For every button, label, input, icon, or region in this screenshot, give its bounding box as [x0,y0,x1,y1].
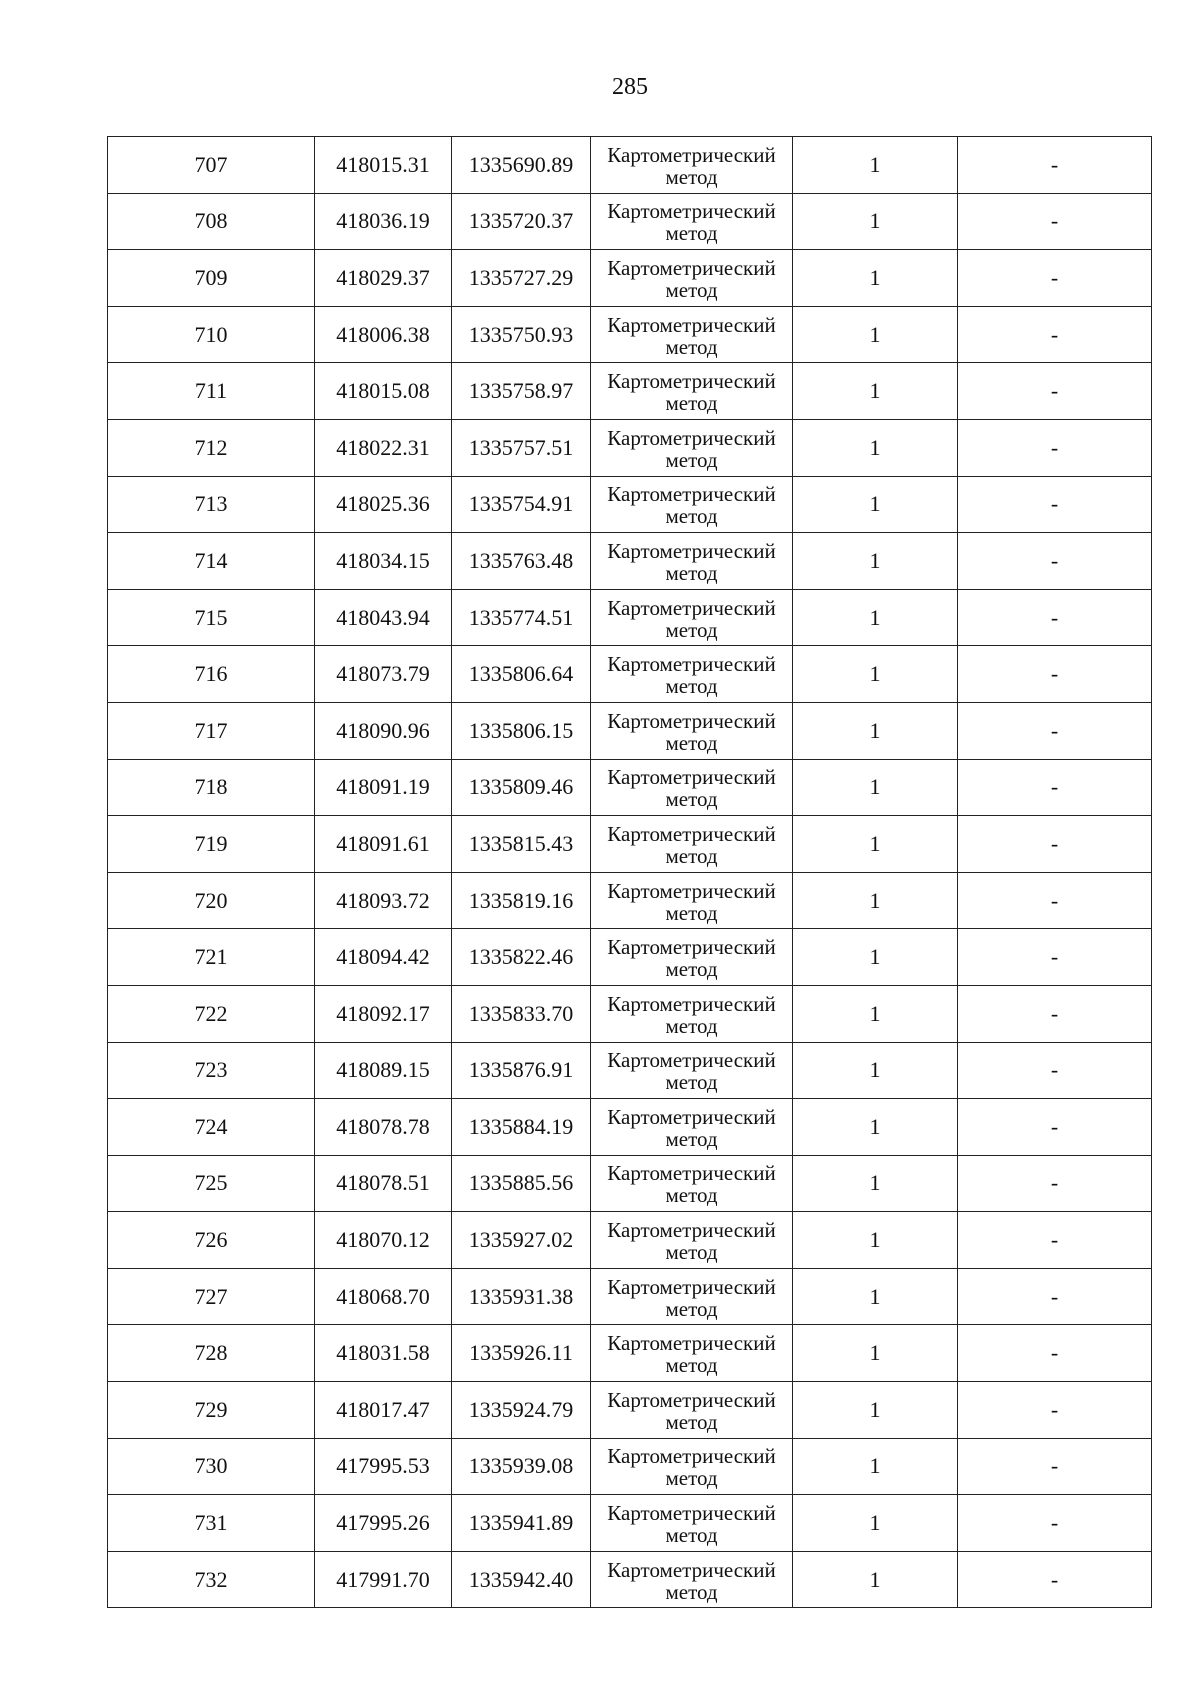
x-coordinate-cell: 417995.53 [315,1438,452,1495]
method-label-line1: Картометрический [607,312,776,337]
note-cell: - [958,533,1152,590]
method-label-line1: Картометрический [607,482,776,507]
point-number-cell: 712 [108,419,315,476]
point-number-cell: 720 [108,872,315,929]
point-number-cell: 707 [108,137,315,194]
note-cell: - [958,1551,1152,1608]
y-coordinate-cell: 1335876.91 [452,1042,591,1099]
method-label-line1: Картометрический [607,935,776,960]
note-cell: - [958,476,1152,533]
y-coordinate-cell: 1335939.08 [452,1438,591,1495]
method-label-line1: Картометрический [607,1444,776,1469]
point-number-cell: 726 [108,1212,315,1269]
table-row [108,702,1152,759]
accuracy-cell: 1 [793,306,958,363]
point-number-cell: 719 [108,816,315,873]
table-row [108,985,1152,1042]
method-cell [591,533,793,590]
table-row [108,816,1152,873]
method-cell [591,1325,793,1382]
note-cell: - [958,985,1152,1042]
method-label-line2: метод [665,334,718,359]
x-coordinate-cell: 418006.38 [315,306,452,363]
method-label-line2: метод [665,1353,718,1378]
x-coordinate-cell: 418022.31 [315,419,452,476]
table-row [108,250,1152,307]
note-cell: - [958,1438,1152,1495]
note-cell: - [958,816,1152,873]
table-row [108,589,1152,646]
table-row [108,137,1152,194]
method-cell [591,816,793,873]
table-row [108,1382,1152,1439]
accuracy-cell: 1 [793,1042,958,1099]
note-cell: - [958,137,1152,194]
accuracy-cell: 1 [793,1268,958,1325]
note-cell: - [958,872,1152,929]
table-row [108,193,1152,250]
point-number-cell: 727 [108,1268,315,1325]
method-cell [591,1042,793,1099]
note-cell: - [958,1042,1152,1099]
table-row [108,1155,1152,1212]
method-cell [591,137,793,194]
table-row [108,1438,1152,1495]
accuracy-cell: 1 [793,1495,958,1552]
x-coordinate-cell: 418073.79 [315,646,452,703]
method-label-line1: Картометрический [607,595,776,620]
note-cell: - [958,702,1152,759]
point-number-cell: 725 [108,1155,315,1212]
point-number-cell: 713 [108,476,315,533]
note-cell: - [958,250,1152,307]
y-coordinate-cell: 1335727.29 [452,250,591,307]
note-cell: - [958,193,1152,250]
y-coordinate-cell: 1335833.70 [452,985,591,1042]
y-coordinate-cell: 1335809.46 [452,759,591,816]
y-coordinate-cell: 1335758.97 [452,363,591,420]
y-coordinate-cell: 1335822.46 [452,929,591,986]
x-coordinate-cell: 418034.15 [315,533,452,590]
y-coordinate-cell: 1335885.56 [452,1155,591,1212]
accuracy-cell: 1 [793,1551,958,1608]
y-coordinate-cell: 1335926.11 [452,1325,591,1382]
method-label-line1: Картометрический [607,652,776,677]
method-cell [591,929,793,986]
method-label-line1: Картометрический [607,1557,776,1582]
table-row [108,1212,1152,1269]
method-label-line2: метод [665,787,718,812]
accuracy-cell: 1 [793,646,958,703]
method-label-line1: Картометрический [607,142,776,167]
method-label-line1: Картометрический [607,878,776,903]
method-cell [591,1099,793,1156]
table-row [108,1099,1152,1156]
method-cell [591,1155,793,1212]
table-row [108,533,1152,590]
point-number-cell: 728 [108,1325,315,1382]
note-cell: - [958,589,1152,646]
method-label-line1: Картометрический [607,199,776,224]
y-coordinate-cell: 1335720.37 [452,193,591,250]
method-cell [591,476,793,533]
accuracy-cell: 1 [793,929,958,986]
y-coordinate-cell: 1335806.15 [452,702,591,759]
method-cell [591,1382,793,1439]
point-number-cell: 722 [108,985,315,1042]
x-coordinate-cell: 418078.78 [315,1099,452,1156]
method-cell [591,1268,793,1325]
point-number-cell: 724 [108,1099,315,1156]
x-coordinate-cell: 418090.96 [315,702,452,759]
accuracy-cell: 1 [793,816,958,873]
y-coordinate-cell: 1335942.40 [452,1551,591,1608]
method-label-line1: Картометрический [607,1048,776,1073]
accuracy-cell: 1 [793,250,958,307]
note-cell: - [958,1382,1152,1439]
method-cell [591,363,793,420]
y-coordinate-cell: 1335931.38 [452,1268,591,1325]
method-label-line2: метод [665,164,718,189]
method-cell [591,306,793,363]
point-number-cell: 723 [108,1042,315,1099]
point-number-cell: 710 [108,306,315,363]
method-cell [591,1551,793,1608]
y-coordinate-cell: 1335750.93 [452,306,591,363]
x-coordinate-cell: 418078.51 [315,1155,452,1212]
accuracy-cell: 1 [793,137,958,194]
accuracy-cell: 1 [793,1099,958,1156]
method-label-line1: Картометрический [607,1387,776,1412]
method-cell [591,250,793,307]
accuracy-cell: 1 [793,419,958,476]
method-label-line2: метод [665,277,718,302]
note-cell: - [958,929,1152,986]
accuracy-cell: 1 [793,193,958,250]
method-label-line2: метод [665,221,718,246]
method-label-line2: метод [665,447,718,472]
note-cell: - [958,759,1152,816]
x-coordinate-cell: 418029.37 [315,250,452,307]
y-coordinate-cell: 1335819.16 [452,872,591,929]
accuracy-cell: 1 [793,589,958,646]
method-label-line2: метод [665,560,718,585]
point-number-cell: 718 [108,759,315,816]
table-row [108,1551,1152,1608]
method-cell [591,1495,793,1552]
note-cell: - [958,1155,1152,1212]
y-coordinate-cell: 1335884.19 [452,1099,591,1156]
x-coordinate-cell: 418017.47 [315,1382,452,1439]
y-coordinate-cell: 1335757.51 [452,419,591,476]
x-coordinate-cell: 418089.15 [315,1042,452,1099]
x-coordinate-cell: 418093.72 [315,872,452,929]
method-label-line1: Картометрический [607,1274,776,1299]
method-label-line1: Картометрический [607,1161,776,1186]
coordinates-table [107,136,1152,1608]
method-label-line2: метод [665,504,718,529]
x-coordinate-cell: 417991.70 [315,1551,452,1608]
method-label-line2: метод [665,1466,718,1491]
method-cell [591,1212,793,1269]
accuracy-cell: 1 [793,872,958,929]
y-coordinate-cell: 1335924.79 [452,1382,591,1439]
table-row [108,363,1152,420]
method-label-line1: Картометрический [607,765,776,790]
method-label-line1: Картометрический [607,369,776,394]
accuracy-cell: 1 [793,533,958,590]
method-cell [591,646,793,703]
x-coordinate-cell: 418043.94 [315,589,452,646]
note-cell: - [958,363,1152,420]
method-label-line1: Картометрический [607,1331,776,1356]
note-cell: - [958,419,1152,476]
method-label-line2: метод [665,1013,718,1038]
accuracy-cell: 1 [793,1212,958,1269]
point-number-cell: 729 [108,1382,315,1439]
x-coordinate-cell: 418025.36 [315,476,452,533]
y-coordinate-cell: 1335927.02 [452,1212,591,1269]
method-cell [591,759,793,816]
method-label-line2: метод [665,1070,718,1095]
method-label-line2: метод [665,1240,718,1265]
method-label-line1: Картометрический [607,821,776,846]
table-body [108,137,1152,1608]
y-coordinate-cell: 1335763.48 [452,533,591,590]
point-number-cell: 730 [108,1438,315,1495]
method-label-line1: Картометрический [607,425,776,450]
method-label-line2: метод [665,900,718,925]
method-label-line2: метод [665,1409,718,1434]
accuracy-cell: 1 [793,1438,958,1495]
note-cell: - [958,1495,1152,1552]
note-cell: - [958,1268,1152,1325]
method-cell [591,985,793,1042]
table-row [108,306,1152,363]
point-number-cell: 715 [108,589,315,646]
point-number-cell: 717 [108,702,315,759]
method-label-line2: метод [665,617,718,642]
method-label-line1: Картометрический [607,708,776,733]
method-label-line2: метод [665,1579,718,1604]
note-cell: - [958,306,1152,363]
y-coordinate-cell: 1335690.89 [452,137,591,194]
table-row [108,929,1152,986]
x-coordinate-cell: 418068.70 [315,1268,452,1325]
method-cell [591,419,793,476]
method-label-line1: Картометрический [607,1104,776,1129]
table-row [108,872,1152,929]
y-coordinate-cell: 1335806.64 [452,646,591,703]
method-label-line1: Картометрический [607,991,776,1016]
point-number-cell: 732 [108,1551,315,1608]
method-label-line1: Картометрический [607,1501,776,1526]
accuracy-cell: 1 [793,702,958,759]
point-number-cell: 721 [108,929,315,986]
method-label-line2: метод [665,1126,718,1151]
method-cell [591,193,793,250]
table-row [108,419,1152,476]
x-coordinate-cell: 417995.26 [315,1495,452,1552]
accuracy-cell: 1 [793,1325,958,1382]
y-coordinate-cell: 1335941.89 [452,1495,591,1552]
x-coordinate-cell: 418091.61 [315,816,452,873]
table-row [108,759,1152,816]
table-row [108,1268,1152,1325]
y-coordinate-cell: 1335774.51 [452,589,591,646]
table-row [108,646,1152,703]
method-label-line1: Картометрический [607,538,776,563]
method-cell [591,702,793,759]
x-coordinate-cell: 418031.58 [315,1325,452,1382]
accuracy-cell: 1 [793,1155,958,1212]
method-cell [591,872,793,929]
method-label-line1: Картометрический [607,255,776,280]
y-coordinate-cell: 1335815.43 [452,816,591,873]
method-cell [591,1438,793,1495]
x-coordinate-cell: 418094.42 [315,929,452,986]
method-label-line2: метод [665,391,718,416]
table-row [108,476,1152,533]
x-coordinate-cell: 418092.17 [315,985,452,1042]
method-label-line2: метод [665,674,718,699]
method-cell [591,589,793,646]
y-coordinate-cell: 1335754.91 [452,476,591,533]
point-number-cell: 731 [108,1495,315,1552]
method-label-line2: метод [665,1296,718,1321]
accuracy-cell: 1 [793,476,958,533]
note-cell: - [958,1212,1152,1269]
x-coordinate-cell: 418036.19 [315,193,452,250]
table-row [108,1495,1152,1552]
accuracy-cell: 1 [793,985,958,1042]
accuracy-cell: 1 [793,363,958,420]
note-cell: - [958,1325,1152,1382]
x-coordinate-cell: 418015.08 [315,363,452,420]
x-coordinate-cell: 418015.31 [315,137,452,194]
method-label-line1: Картометрический [607,1218,776,1243]
x-coordinate-cell: 418070.12 [315,1212,452,1269]
page-number: 285 [612,74,648,100]
point-number-cell: 714 [108,533,315,590]
method-label-line2: метод [665,1183,718,1208]
accuracy-cell: 1 [793,759,958,816]
point-number-cell: 709 [108,250,315,307]
point-number-cell: 711 [108,363,315,420]
note-cell: - [958,1099,1152,1156]
method-label-line2: метод [665,1523,718,1548]
table-row [108,1042,1152,1099]
accuracy-cell: 1 [793,1382,958,1439]
point-number-cell: 716 [108,646,315,703]
note-cell: - [958,646,1152,703]
method-label-line2: метод [665,957,718,982]
point-number-cell: 708 [108,193,315,250]
method-label-line2: метод [665,843,718,868]
x-coordinate-cell: 418091.19 [315,759,452,816]
method-label-line2: метод [665,730,718,755]
table-row [108,1325,1152,1382]
